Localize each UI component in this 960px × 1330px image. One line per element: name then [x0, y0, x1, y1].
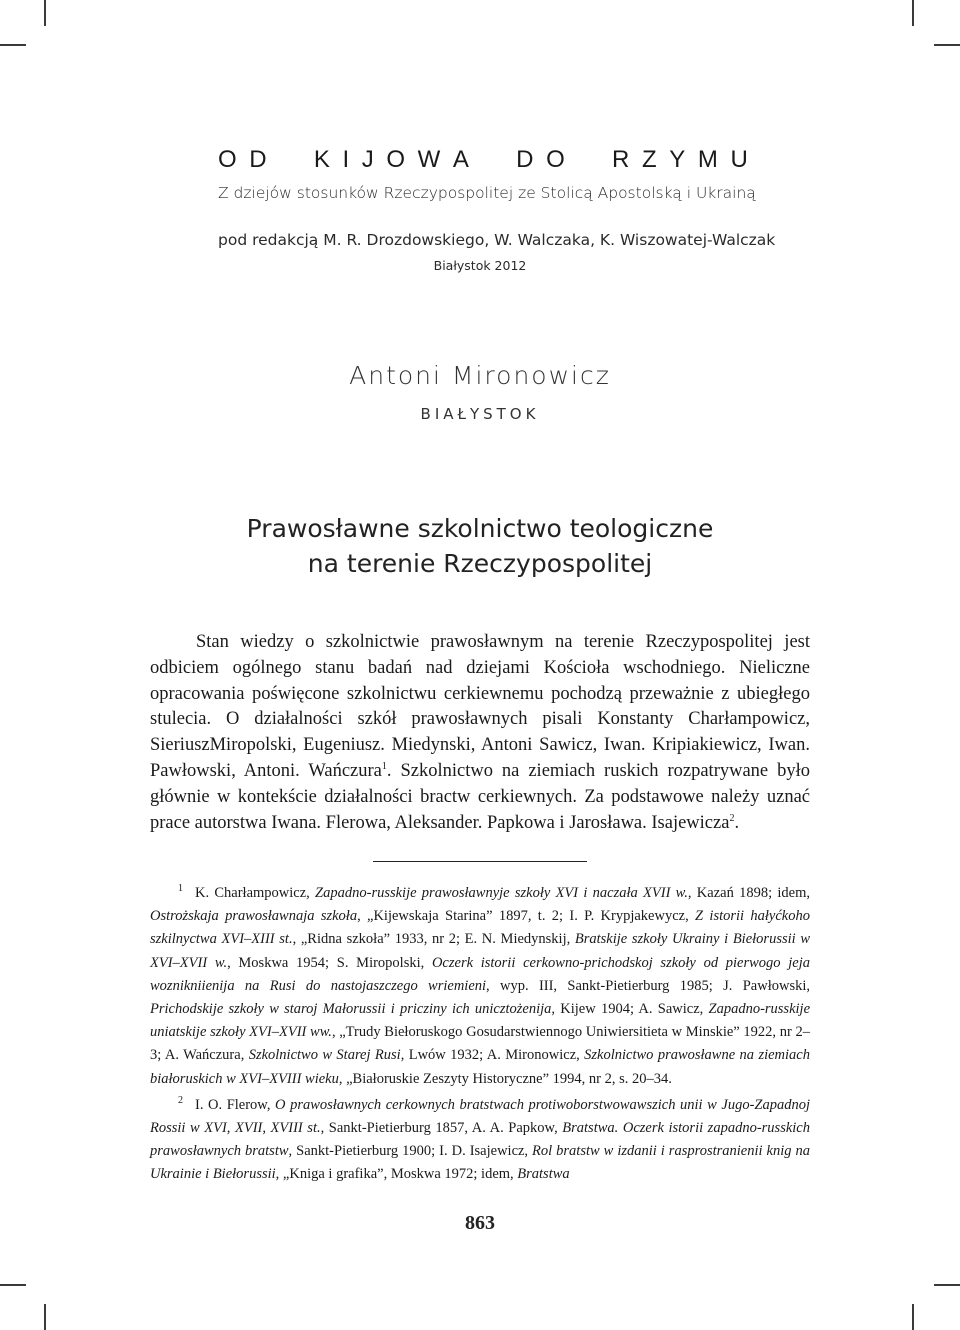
footnote-text: , „Ridna szkoła” 1933, nr 2; E. N. Miedynskij, — [292, 931, 575, 948]
crop-mark-right-lower — [934, 1284, 960, 1286]
footnotes — [150, 882, 810, 1187]
footnote-title: Z istorii hałyćkoho szkilnyctwa XVI–XIII st. — [150, 908, 810, 948]
footnote-title: Szkolnictwo w Starej Rusi — [248, 1047, 401, 1064]
footnote-number: 1 — [178, 883, 183, 895]
body-text-segment: Stan wiedzy o szkolnictwie prawosławnym na terenie Rzeczypospolitej jest odbiciem ogólnego stanu badań nad dziejami Kościoła wschodniego. Nieliczne opracowania poświęcone szkolnictwu cerkiewnemu pochodzą przeważnie z ubiegłego stulecia. O działalności szkół prawosławnych pisali Konstanty Charłampowicz, SieriuszMiropolski, Eugeniusz. Miedynski, Antoni Sawicz, Iwan. Kripiakiewicz, Iwan. Pawłowski, Antoni. Wańczura — [150, 632, 810, 781]
author-name: Antoni Mironowicz — [349, 361, 611, 390]
crop-mark-left-lower — [0, 1284, 26, 1286]
footnote-title: Ostrożskaja prawosławnaja szkoła — [150, 908, 358, 925]
footnote-text: I. O. Flerow, — [195, 1096, 276, 1113]
footnote-title: Prichodskije szkoły w staroj Małorussii i pricziny ich unicztożenija — [150, 1001, 552, 1018]
footnote-text: , „Białoruskie Zeszyty Historyczne” 1994, nr 2, s. 20–34. — [338, 1070, 672, 1087]
crop-mark-top-left — [44, 0, 46, 26]
footnote-title: Bratstwa — [517, 1166, 570, 1183]
body-paragraph — [150, 630, 810, 836]
footnote-text: , Kijew 1904; A. Sawicz, — [551, 1001, 709, 1018]
body-text-segment: . — [734, 812, 740, 833]
article-title — [0, 511, 960, 581]
footnote-text: , Lwów 1932; A. Mironowicz, — [400, 1047, 585, 1064]
footnote-text: K. Charłampowicz, — [195, 885, 316, 901]
place-year: Białystok 2012 — [433, 258, 527, 273]
crop-mark-right-upper — [934, 44, 960, 46]
footnote-number: 2 — [178, 1095, 183, 1106]
series-letter: I — [342, 146, 350, 173]
series-letter: D — [249, 146, 267, 173]
footnote-title: Oczerk istorii cerkowno-prichodskoj szkoły od pierwogo jeja woznikniienija na Rusi do nastojaszczego wriemieni — [150, 954, 810, 994]
series-letter: J — [361, 146, 374, 173]
footnote-text: , Kazań 1898; idem, — [687, 885, 810, 901]
footnote-title: Zapadno-russkije prawosławnyje szkoły XVI i naczała XVII w. — [315, 885, 688, 901]
crop-mark-left-upper — [0, 44, 26, 46]
series-letter: O — [218, 146, 237, 173]
article-title-line-1: Prawosławne szkolnictwo teologiczne — [246, 514, 714, 543]
series-letter: K — [313, 146, 330, 173]
footnote-separator — [373, 861, 587, 862]
series-letter: O — [546, 146, 565, 173]
series-letter: U — [730, 146, 748, 173]
series-letter: M — [697, 146, 718, 173]
footnote-text: , wyp. III, Sankt-Pietierburg 1985; J. Pawłowski, — [486, 977, 810, 994]
crop-mark-top-right — [912, 0, 914, 26]
series-letter: O — [386, 146, 406, 173]
book-editors: pod redakcją M. R. Drozdowskiego, W. Walczaka, K. Wiszowatej-Walczak — [218, 231, 776, 249]
footnote-1 — [150, 882, 810, 1091]
series-letter: R — [611, 146, 630, 173]
author-affiliation: BIAŁYSTOK — [420, 405, 540, 423]
footnote-text: , „Trudy Biełoruskogo Gosudarstwiennogo Uniwiersitieta w Minskie” 1922, nr 2–3; A. Wańczura, — [150, 1024, 810, 1064]
footnote-text: , „Kijewskaja Starina” 1897, t. 2; I. P. Krypjakewycz, — [357, 908, 696, 925]
crop-mark-bottom-right — [912, 1304, 914, 1330]
footnote-title: Szkolnictwo prawosławne na ziemiach białoruskich w XVI–XVIII wieku — [150, 1047, 810, 1087]
footnote-text: , Sankt-Pietierburg 1857, A. A. Papkow, — [320, 1120, 563, 1137]
body-text-segment: . Szkolnictwo na ziemiach ruskich rozpatrywane było głównie w kontekście działalności bractw cerkiewnych. Za podstawowe należy uznać prace autorstwa Iwana. Flerowa, Aleksander. Papkowa i Jarosława. Isajewicza — [150, 760, 810, 833]
footnote-title: O prawosławnych cerkownych bratstwach protiwoborstwowawszich unii w Jugo-Zapadnoj Rossii w XVI, XVII, XVIII st. — [150, 1096, 811, 1137]
page-number: 863 — [465, 1212, 495, 1234]
series-letter: Z — [641, 146, 657, 173]
footnote-title: Rol bratstw w izdanii i rasprostranienii knig na Ukrainie i Biełorussii — [150, 1143, 810, 1183]
book-subtitle: Z dziejów stosunków Rzeczypospolitej ze Stolicą Apostolską i Ukrainą — [218, 184, 756, 202]
footnote-ref-1[interactable]: 1 — [381, 760, 387, 772]
series-letter: W — [417, 146, 441, 173]
footnote-title: Zapadno-russkije uniatskije szkoły XVI–XVII ww. — [150, 1001, 810, 1041]
body-text — [150, 630, 810, 836]
footnote-title: Bratskije szkoły Ukrainy i Biełorussii w XVI–XVII w. — [150, 931, 810, 971]
footnote-text: , Moskwa 1954; S. Miropolski, — [227, 954, 432, 971]
footnote-2 — [150, 1094, 810, 1187]
article-title-line-2: na terenie Rzeczypospolitej — [307, 549, 653, 578]
crop-mark-bottom-left — [44, 1304, 46, 1330]
series-letter: D — [516, 146, 534, 173]
footnote-title: Bratstwa. Oczerk istorii zapadno-russkich prawosławnych bratstw — [150, 1120, 810, 1160]
series-title — [218, 146, 748, 174]
footnote-text: , „Kniga i grafika”, Moskwa 1972; idem, — [275, 1166, 518, 1183]
footnote-text: , Sankt-Pietierburg 1900; I. D. Isajewicz, — [288, 1143, 533, 1160]
footnote-ref-2[interactable]: 2 — [729, 812, 735, 824]
series-letter: Y — [669, 146, 686, 173]
series-letter: A — [452, 146, 469, 173]
